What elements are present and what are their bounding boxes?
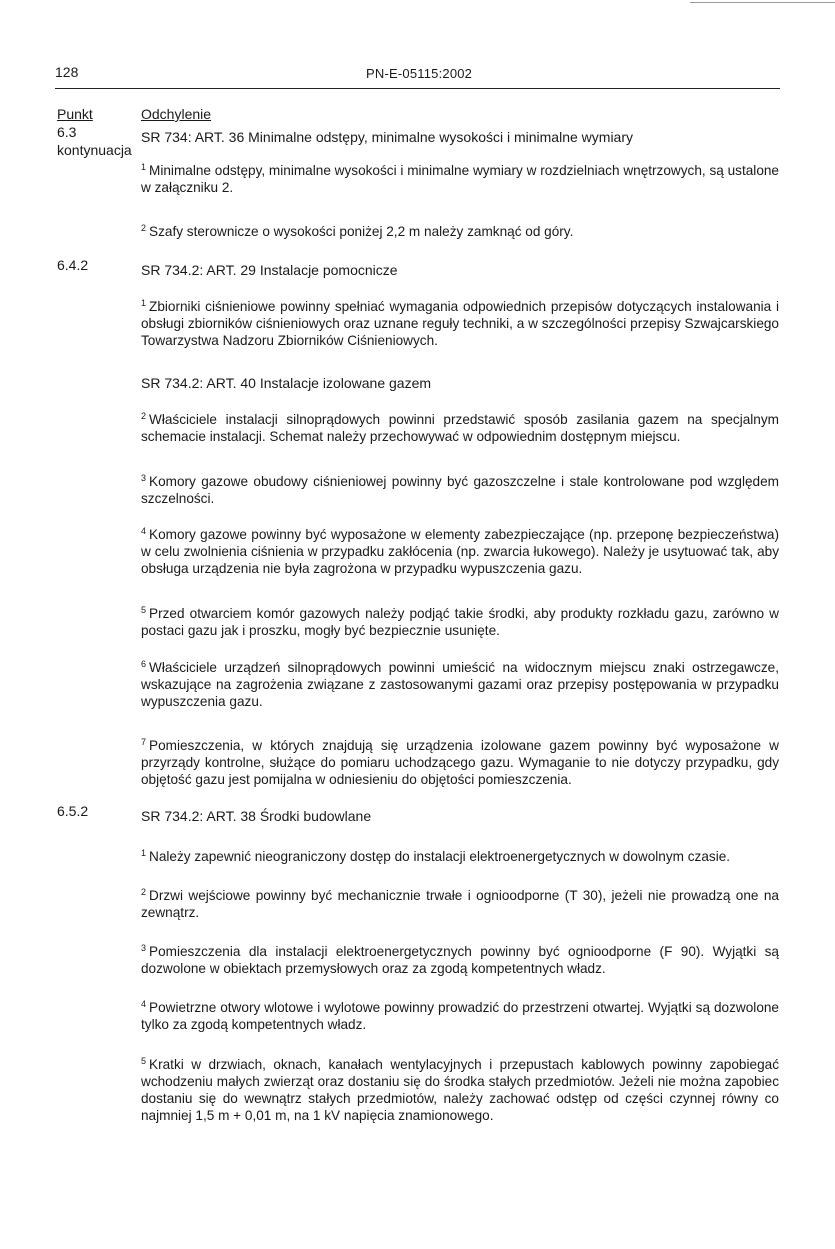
- paragraph: [141, 295, 779, 349]
- paragraph-text: Szafy sterownicze o wysokości poniżej 2,2 m należy zamknąć od góry.: [149, 224, 574, 239]
- section-number: 6.5.2: [57, 803, 89, 819]
- paragraph-number: 3: [141, 943, 147, 953]
- paragraph: [141, 470, 779, 507]
- document-code: PN-E-05115:2002: [366, 66, 473, 81]
- paragraph-text: Minimalne odstępy, minimalne wysokości i minimalne wymiary w rozdzielniach wnętrzowych, są ustalone w załączniku 2.: [141, 163, 779, 195]
- paragraph-number: 1: [141, 848, 147, 858]
- paragraph-number: 6: [141, 659, 147, 669]
- paragraph: [141, 940, 779, 977]
- paragraph: [141, 734, 779, 788]
- paragraph-number: 2: [141, 411, 147, 421]
- continuation-label: kontynuacja: [57, 142, 132, 158]
- paragraph-text: Komory gazowe powinny być wyposażone w elementy zabezpieczające (np. przeponę bezpieczeństwa) w celu zwolnienia ciśnienia w przypadku zakłócenia (np. zwarcia łukowego). Należy je usytuować tak, aby obsługa urządzenia nie była zagrożona w przypadku wypuszczenia gazu.: [141, 527, 779, 576]
- page-number: 128: [55, 64, 79, 80]
- paragraph-text: Komory gazowe obudowy ciśnieniowej powinny być gazoszczelne i stale kontrolowane pod względem szczelności.: [141, 474, 779, 506]
- section-number: 6.4.2: [57, 257, 89, 273]
- paragraph-number: 5: [141, 605, 147, 615]
- paragraph-number: 1: [141, 298, 147, 308]
- paragraph-number: 1: [141, 162, 147, 172]
- paragraph: [141, 220, 779, 240]
- paragraph: [141, 408, 779, 445]
- paragraph-text: Powietrzne otwory wlotowe i wylotowe powinny prowadzić do przestrzeni otwartej. Wyjątki są dozwolone tylko za zgodą kompetentnych władz.: [141, 1000, 779, 1032]
- section-heading: SR 734.2: ART. 38 Środki budowlane: [141, 808, 372, 824]
- section-heading: SR 734: ART. 36 Minimalne odstępy, minimalne wysokości i minimalne wymiary: [141, 129, 633, 145]
- paragraph: [141, 1053, 779, 1124]
- paragraph-text: Właściciele instalacji silnoprądowych powinni przedstawić sposób zasilania gazem na specjalnym schemacie instalacji. Schemat należy przechowywać w odpowiednim dostępnym miejscu.: [141, 412, 779, 444]
- paragraph: [141, 845, 779, 865]
- paragraph: [141, 656, 779, 710]
- paragraph: [141, 884, 779, 921]
- column-header-odchylenie: Odchylenie: [141, 106, 212, 122]
- paragraph-number: 7: [141, 737, 147, 747]
- subsection-heading: SR 734.2: ART. 40 Instalacje izolowane gazem: [141, 375, 432, 391]
- scan-edge-line: [690, 2, 835, 3]
- paragraph-text: Kratki w drzwiach, oknach, kanałach wentylacyjnych i przepustach kablowych powinny zapobiegać wchodzeniu małych zwierząt oraz dostaniu się do środka stałych przedmiotów. Jeżeli nie można zapobiec dostaniu się do wewnątrz stałych przedmiotów, należy zachować odstęp od części czynnej równy co najmniej 1,5 m + 0,01 m, na 1 kV napięcia znamionowego.: [141, 1057, 779, 1123]
- section-number: 6.3: [57, 124, 77, 140]
- column-header-punkt: Punkt: [57, 106, 93, 122]
- paragraph-number: 5: [141, 1056, 147, 1066]
- paragraph-number: 4: [141, 526, 147, 536]
- paragraph: [141, 602, 779, 639]
- paragraph: [141, 996, 779, 1033]
- paragraph-text: Zbiorniki ciśnieniowe powinny spełniać wymagania odpowiednich przepisów dotyczących instalowania i obsługi zbiorników ciśnieniowych oraz uznane reguły techniki, a w szczególności przepisy Szwajcarskiego Towarzystwa Nadzoru Zbiorników Ciśnieniowych.: [141, 299, 779, 348]
- header-divider: [55, 88, 780, 89]
- paragraph-text: Pomieszczenia, w których znajdują się urządzenia izolowane gazem powinny być wyposażone w przyrządy kontrolne, służące do pomiaru uchodzącego gazu. Wymaganie to nie dotyczy przypadku, gdy objętość gazu jest pomijalna w odniesieniu do objętości pomieszczenia.: [141, 738, 779, 787]
- section-heading: SR 734.2: ART. 29 Instalacje pomocnicze: [141, 262, 398, 278]
- paragraph-number: 3: [141, 473, 147, 483]
- paragraph: [141, 159, 779, 196]
- paragraph-number: 4: [141, 999, 147, 1009]
- paragraph-number: 2: [141, 223, 147, 233]
- paragraph-number: 2: [141, 887, 147, 897]
- paragraph-text: Pomieszczenia dla instalacji elektroenergetycznych powinny być ognioodporne (F 90). Wyjątki są dozwolone w obiektach przemysłowych oraz za zgodą kompetentnych władz.: [141, 944, 779, 976]
- paragraph-text: Przed otwarciem komór gazowych należy podjąć takie środki, aby produkty rozkładu gazu, zarówno w postaci gazu jak i proszku, mogły być bezpiecznie usunięte.: [141, 606, 779, 638]
- paragraph: [141, 523, 779, 577]
- paragraph-text: Drzwi wejściowe powinny być mechanicznie trwałe i ognioodporne (T 30), jeżeli nie prowadzą one na zewnątrz.: [141, 888, 779, 920]
- paragraph-text: Należy zapewnić nieograniczony dostęp do instalacji elektroenergetycznych w dowolnym czasie.: [149, 849, 731, 864]
- paragraph-text: Właściciele urządzeń silnoprądowych powinni umieścić na widocznym miejscu znaki ostrzegawcze, wskazujące na zagrożenia związane z zastosowanymi gazami oraz przepisy postępowania w przypadku wypuszczenia gazu.: [141, 660, 779, 709]
